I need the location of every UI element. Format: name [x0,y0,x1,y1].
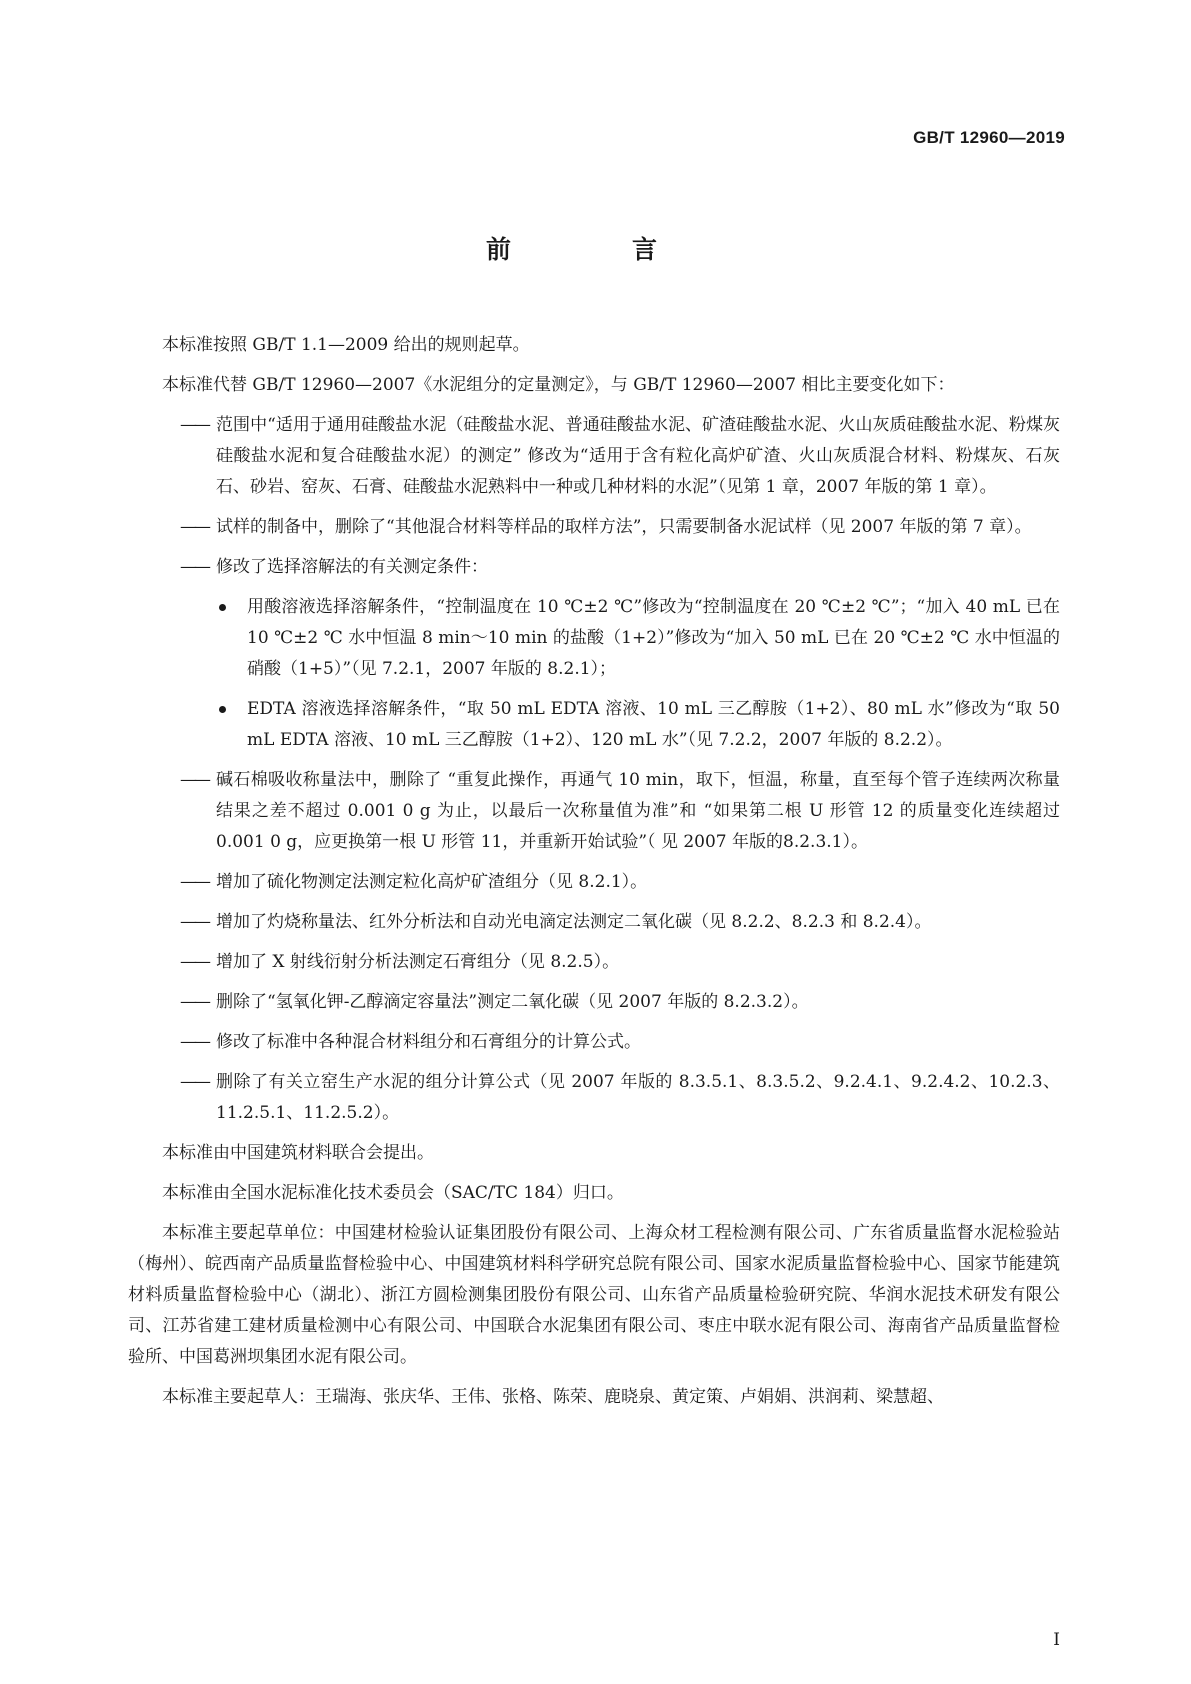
change-item: —— 碱石棉吸收称量法中，删除了 “重复此操作，再通气 10 min，取下，恒温，称量，直至每个管子连续两次称量结果之差不超过 0.001 0 g 为止，以最后一次称量值为准”和 “如果第二根 U 形管 12 的质量变化连续超过 0.001 0 g，应更换第一根 U 形管 11，并重新开始试验”（ 见 2007 年版的8.2.3.1）。 [128,765,1060,858]
drafting-units-paragraph: 本标准主要起草单位：中国建材检验认证集团股份有限公司、上海众材工程检测有限公司、广东省质量监督水泥检验站（梅州）、皖西南产品质量监督检验中心、中国建筑材料科学研究总院有限公司、国家水泥质量监督检验中心、国家节能建筑材料质量监督检验中心（湖北）、浙江方圆检测集团股份有限公司、山东省产品质量检验研究院、华润水泥技术研发有限公司、江苏省建工建材质量检测中心有限公司、中国联合水泥集团有限公司、枣庄中联水泥有限公司、海南省产品质量监督检验所、中国葛洲坝集团水泥有限公司。 [128,1223,1060,1367]
change-item: —— 增加了 X 射线衍射分析法测定石膏组分（见 8.2.5）。 [128,947,1060,978]
page-number: I [1053,1630,1060,1650]
committee-paragraph: 本标准由全国水泥标准化技术委员会（SAC/TC 184）归口。 [162,1183,624,1203]
proposer-paragraph: 本标准由中国建筑材料联合会提出。 [162,1143,434,1163]
change-item: —— 试样的制备中，删除了“其他混合材料等样品的取样方法”，只需要制备水泥试样（见 2007 年版的第 7 章）。 [128,512,1060,543]
sub-bullet-item: 用酸溶液选择溶解条件，“控制温度在 10 ℃±2 ℃”修改为“控制温度在 20 ℃±2 ℃”；“加入 40 mL 已在 10 ℃±2 ℃ 水中恒温 8 min～10 min 的盐酸（1+2）”修改为“加入 50 mL 已在 20 ℃±2 ℃ 水中恒温的硝酸（1+5）”（见 7.2.1，2007 年版的 8.2.1）； [128,592,1060,685]
change-item: —— 范围中“适用于通用硅酸盐水泥（硅酸盐水泥、普通硅酸盐水泥、矿渣硅酸盐水泥、火山灰质硅酸盐水泥、粉煤灰硅酸盐水泥和复合硅酸盐水泥）的测定” 修改为“适用于含有粒化高炉矿渣、火山灰质混合材料、粉煤灰、石灰石、砂岩、窑灰、石膏、硅酸盐水泥熟料中一种或几种材料的水泥”（见第 1 章，2007 年版的第 1 章）。 [128,410,1060,503]
change-item: —— 修改了选择溶解法的有关测定条件： [128,552,1060,583]
drafters-paragraph: 本标准主要起草人：王瑞海、张庆华、王伟、张格、陈荣、鹿晓泉、黄定策、卢娟娟、洪润莉、梁慧超、 [162,1387,944,1407]
page-title: 前 言 [485,235,705,264]
change-item: —— 修改了标准中各种混合材料组分和石膏组分的计算公式。 [128,1027,1060,1058]
change-item: —— 删除了有关立窑生产水泥的组分计算公式（见 2007 年版的 8.3.5.1、8.3.5.2、9.2.4.1、9.2.4.2、10.2.3、11.2.5.1、11.2.5.2）。 [128,1067,1060,1129]
foreword-body [128,330,1060,1413]
intro-paragraph: 本标准按照 GB/T 1.1—2009 给出的规则起草。 [162,335,530,355]
change-item: —— 增加了硫化物测定法测定粒化高炉矿渣组分（见 8.2.1）。 [128,867,1060,898]
standard-code: GB/T 12960—2019 [913,128,1065,147]
change-item: —— 删除了“氢氧化钾-乙醇滴定容量法”测定二氧化碳（见 2007 年版的 8.2.3.2）。 [128,987,1060,1018]
sub-bullet-list [128,592,1060,756]
intro-paragraph: 本标准代替 GB/T 12960—2007《水泥组分的定量测定》，与 GB/T 12960—2007 相比主要变化如下： [162,375,955,395]
sub-bullet-item: EDTA 溶液选择溶解条件，“取 50 mL EDTA 溶液、10 mL 三乙醇胺（1+2）、80 mL 水”修改为“取 50 mL EDTA 溶液、10 mL 三乙醇胺（1+2）、120 mL 水”（见 7.2.2，2007 年版的 8.2.2）。 [128,694,1060,756]
change-item: —— 增加了灼烧称量法、红外分析法和自动光电滴定法测定二氧化碳（见 8.2.2、8.2.3 和 8.2.4）。 [128,907,1060,938]
